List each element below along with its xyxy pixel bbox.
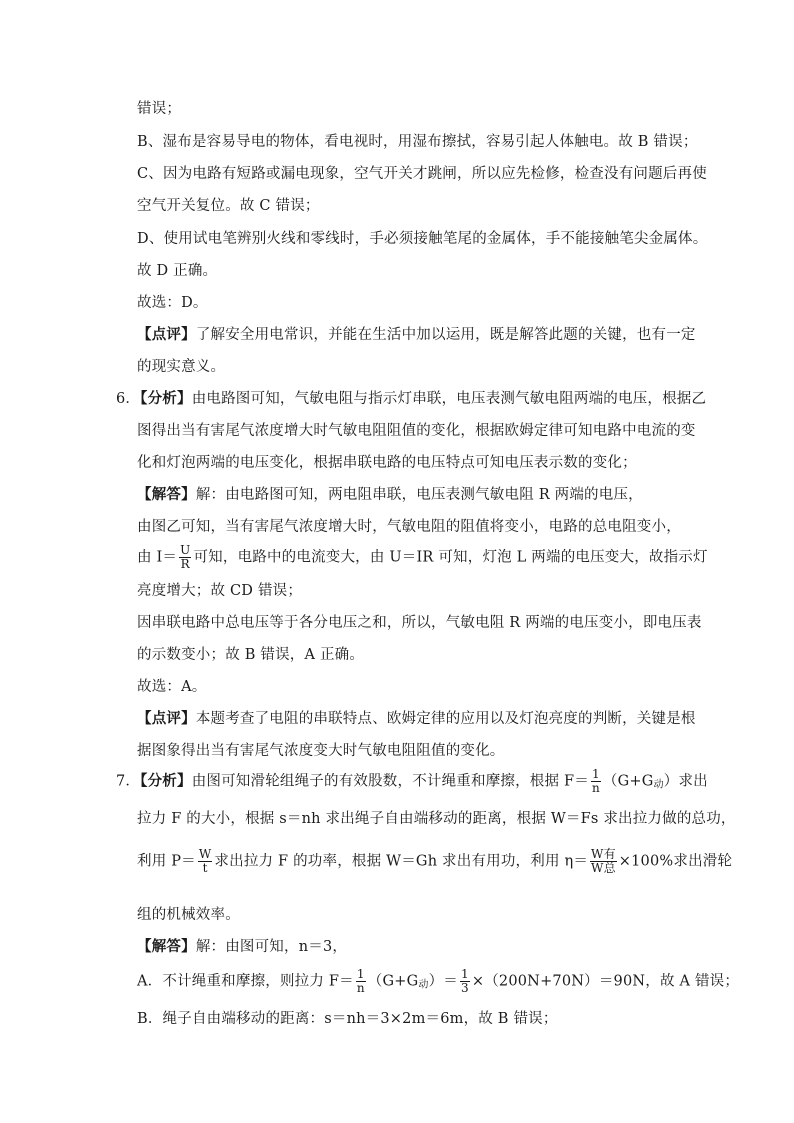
q5-comment-line-1 bbox=[137, 324, 696, 346]
formula-text: ）求出 bbox=[663, 773, 708, 790]
comment-tag: 【点评】 bbox=[137, 710, 196, 727]
fraction-1-over-3 bbox=[460, 968, 470, 995]
q7-answer-text: 解：由图可知，n＝3， bbox=[195, 939, 348, 955]
fraction-numerator: W bbox=[198, 847, 212, 861]
formula-text: ×100%求出滑轮 bbox=[618, 853, 733, 870]
q5-line-3: C、因为电路有短路或漏电现象，空气开关才跳闸，所以应先检修，检查没有问题后再使 bbox=[137, 166, 707, 182]
answer-tag: 【解答】 bbox=[137, 486, 196, 503]
question-number: 7． bbox=[116, 773, 141, 790]
q6-answer-line-5: 因串联电路中总电压等于各分电压之和，所以，气敏电阻 R 两端的电压变小，即电压表 bbox=[137, 615, 702, 631]
analysis-tag: 【分析】 bbox=[140, 772, 192, 790]
q5-line-6: 故 D 正确。 bbox=[137, 263, 218, 279]
subscript: 动 bbox=[653, 779, 664, 791]
fraction-numerator: U bbox=[180, 543, 191, 557]
q6-analysis-text: 由电路图可知，气敏电阻与指示灯串联，电压表测气敏电阻两端的电压，根据乙 bbox=[191, 391, 707, 407]
fraction-denominator: W总 bbox=[591, 861, 616, 875]
q7-analysis-text: 由图可知滑轮组绳子的有效股数，不计绳重和摩擦，根据 F＝ bbox=[191, 773, 589, 790]
fraction-denominator: 3 bbox=[461, 981, 469, 995]
q6-comment-line-2: 据图象得出当有害尾气浓度变大时气敏电阻阻值的变化。 bbox=[137, 743, 505, 759]
subscript: 动 bbox=[418, 979, 429, 991]
formula-text: （G+G bbox=[602, 773, 654, 790]
q6-analysis-line-2: 图得出当有害尾气浓度增大时气敏电阻阻值的变化，根据欧姆定律可知电路中电流的变 bbox=[137, 423, 696, 439]
q7-analysis-line-4: 组的机械效率。 bbox=[137, 907, 240, 923]
fraction-denominator: R bbox=[180, 557, 190, 571]
answer-tag: 【解答】 bbox=[137, 938, 196, 955]
q6-answer-line-3 bbox=[137, 544, 708, 571]
q6-formula-suffix: 可知，电路中的电流变大，由 U＝IR 可知，灯泡 L 两端的电压变大，故指示灯 bbox=[193, 549, 708, 566]
q6-comment-line-1 bbox=[137, 708, 696, 730]
q6-formula-prefix: 由 I＝ bbox=[137, 549, 178, 566]
fraction-1-over-n bbox=[591, 768, 601, 795]
fraction-numerator: 1 bbox=[592, 767, 600, 781]
q6-answer-line-2: 由图乙可知，当有害尾气浓度增大时，气敏电阻的阻值将变小，电路的总电阻变小， bbox=[137, 519, 681, 535]
comment-tag: 【点评】 bbox=[137, 326, 196, 343]
q6-answer-line-7: 故选：A。 bbox=[137, 679, 207, 695]
fraction-numerator: 1 bbox=[461, 967, 469, 981]
question-number: 6． bbox=[116, 391, 141, 407]
q7-answer-line-3: B．绳子自由端移动的距离：s＝nh＝3×2m＝6m，故 B 错误； bbox=[137, 1011, 558, 1027]
formula-text: 利用 P＝ bbox=[137, 853, 196, 870]
q6-answer-line-1 bbox=[137, 484, 643, 506]
q5-line-7: 故选：D。 bbox=[137, 295, 208, 311]
q7-analysis-line-3 bbox=[137, 848, 732, 875]
formula-text: ）＝ bbox=[428, 973, 459, 990]
formula-text: ×（200N+70N）＝90N，故 A 错误； bbox=[471, 973, 740, 990]
q6-answer-line-4: 亮度增大；故 CD 错误； bbox=[137, 583, 303, 599]
fraction-numerator: 1 bbox=[356, 967, 365, 981]
q6-answer-text: 解：由电路图可知，两电阻串联，电压表测气敏电阻 R 两端的电压， bbox=[195, 487, 643, 503]
fraction-u-over-r bbox=[179, 544, 191, 571]
q6-analysis-line-1 bbox=[116, 388, 706, 410]
fraction-w-over-t bbox=[198, 848, 213, 875]
q5-line-4: 空气开关复位。故 C 错误； bbox=[137, 198, 320, 214]
q7-analysis-line-2: 拉力 F 的大小，根据 s＝nh 求出绳子自由端移动的距离，根据 W＝Fs 求出拉力做的总功， bbox=[137, 811, 736, 827]
q6-analysis-line-3: 化和灯泡两端的电压变化，根据串联电路的电压特点可知电压表示数的变化； bbox=[137, 455, 637, 471]
q5-line-2: B、湿布是容易导电的物体，看电视时，用湿布擦拭，容易引起人体触电。故 B 错误； bbox=[137, 134, 698, 150]
formula-text: A．不计绳重和摩擦，则拉力 F＝ bbox=[137, 973, 354, 990]
fraction-denominator: n bbox=[356, 981, 365, 995]
fraction-denominator: n bbox=[591, 781, 600, 795]
q5-comment-line-2: 的现实意义。 bbox=[137, 359, 226, 375]
q7-analysis-line-1 bbox=[116, 768, 708, 797]
fraction-numerator: W有 bbox=[591, 847, 616, 861]
fraction-1-over-n bbox=[356, 968, 366, 995]
q7-answer-line-1 bbox=[137, 936, 347, 958]
q5-comment-text: 了解安全用电常识，并能在生活中加以运用，既是解答此题的关键，也有一定 bbox=[195, 327, 696, 343]
q5-line-5: D、使用试电笔辨别火线和零线时，手必须接触笔尾的金属体，手不能接触笔尖金属体。 bbox=[137, 231, 708, 247]
q6-answer-line-6: 的示数变小；故 B 错误，A 正确。 bbox=[137, 647, 365, 663]
q5-line-1: 错误； bbox=[137, 101, 182, 117]
formula-text: 求出拉力 F 的功率，根据 W＝Gh 求出有用功，利用 η＝ bbox=[214, 853, 589, 870]
fraction-efficiency bbox=[590, 848, 617, 875]
analysis-tag: 【分析】 bbox=[140, 390, 192, 407]
formula-text: （G+G bbox=[367, 973, 419, 990]
q6-comment-text: 本题考查了电阻的串联特点、欧姆定律的应用以及灯泡亮度的判断，关键是根 bbox=[195, 711, 696, 727]
q7-answer-line-2 bbox=[137, 968, 739, 997]
fraction-denominator: t bbox=[202, 861, 208, 875]
